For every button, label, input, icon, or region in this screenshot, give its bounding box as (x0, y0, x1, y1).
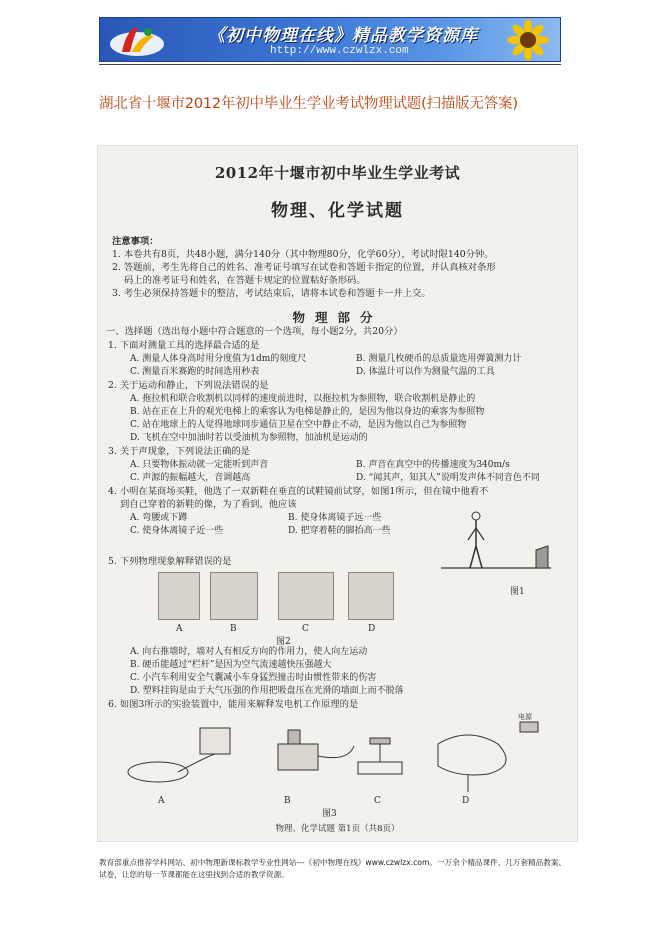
figure-label: B (230, 624, 237, 634)
figure-label: D (462, 796, 470, 806)
question-stem: 3. 关于声现象，下列说法正确的是 (108, 446, 250, 457)
option: D. “闻其声，知其人”说明发声体不同音色不同 (356, 473, 540, 483)
banner-url[interactable]: http://www.czwlzx.com (270, 45, 409, 57)
note-line: 3. 考生必须保持答题卡的整洁，考试结束后，请将本试卷和答题卡一并上交。 (112, 288, 431, 299)
option: B. 硬币能越过“栏杆”是因为空气流速越快压强越大 (130, 660, 332, 670)
option: C. 测量百米赛跑的时间选用秒表 (130, 367, 260, 377)
option: D. 塑料挂钩是由于大气压强的作用把吸盘压在光滑的墙面上而不脱落 (130, 686, 404, 696)
option: C. 声源的振幅越大，音调越高 (130, 473, 251, 483)
exam-title: 2012年十堰市初中毕业生学业考试 (214, 164, 461, 182)
figure-caption: 图2 (276, 637, 291, 647)
figure-2d-photo (348, 572, 394, 620)
figure-label: D (368, 624, 376, 634)
figure-caption: 图3 (322, 809, 337, 819)
figure-label: B (284, 796, 291, 806)
figure-3-apparatus (118, 716, 568, 798)
document-title: 湖北省十堰市2012年初中毕业生学业考试物理试题(扫描版无答案) (99, 96, 518, 112)
figure-label: C (374, 796, 381, 806)
option: A. 弯腰或下蹲 (130, 513, 188, 523)
option: D. 体温计可以作为测量气温的工具 (356, 367, 495, 377)
page-footer: 物理、化学试题 第1页（共8页） (275, 824, 400, 834)
option: C. 站在地球上的人觉得地球同步通信卫星在空中静止不动，是因为他以自己为参照物 (130, 420, 467, 430)
figure-label: A (176, 624, 183, 634)
scanned-exam-page (97, 145, 578, 842)
question-stem: 2. 关于运动和静止，下列说法错误的是 (108, 380, 269, 391)
section-heading: 物理部分 (292, 310, 383, 325)
figure-2c-photo (278, 572, 334, 620)
header-rule (99, 64, 561, 65)
note-line: 码上的准考证号和姓名，在答题卡规定的位置粘好条形码。 (124, 275, 366, 286)
figure-1-mirror-illustration (436, 506, 556, 578)
question-stem: 1. 下面对测量工具的选择最合适的是 (108, 340, 260, 351)
sunflower-icon (496, 20, 556, 62)
question-stem: 6. 如图3所示的实验装置中，能用来解释发电机工作原理的是 (108, 699, 359, 710)
site-logo-icon (108, 22, 166, 60)
question-stem: 4. 小明在某商场买鞋，他选了一双新鞋在垂直的试鞋镜前试穿，如图1所示，但在镜中他看不 (108, 486, 489, 497)
note-line: 2. 答题前，考生先将自己的姓名、准考证号填写在试卷和答题卡指定的位置，并认真核对条形 (112, 262, 496, 273)
option: D. 飞机在空中加油时若以受油机为参照物，加油机是运动的 (130, 433, 368, 443)
option: A. 测量人体身高时用分度值为1dm的刻度尺 (130, 354, 307, 364)
notes-heading: 注意事项： (112, 236, 159, 247)
figure-2a-photo (158, 572, 200, 620)
site-banner (99, 17, 561, 62)
banner-title: 《初中物理在线》精品教学资源库 (208, 26, 478, 46)
figure-label: A (158, 796, 165, 806)
figure-2b-photo (210, 572, 258, 620)
exam-subject: 物理、化学试题 (271, 201, 404, 221)
option: B. 声音在真空中的传播速度为340m/s (356, 460, 510, 470)
option: A. 拖拉机和联合收割机以同样的速度前进时，以拖拉机为参照物，联合收割机是静止的 (130, 394, 476, 404)
option: B. 测量几枚硬币的总质量选用弹簧测力计 (356, 354, 522, 364)
option: A. 向右推墙时，墙对人有相反方向的作用力，使人向左运动 (130, 647, 368, 657)
option: B. 站在正在上升的观光电梯上的乘客认为电梯是静止的，是因为他以身边的乘客为参照物 (130, 407, 485, 417)
question-stem: 到自己穿着的新鞋的像，为了看到，他应该 (120, 499, 297, 510)
option: B. 使身体离镜子远一些 (288, 513, 382, 523)
figure-label: C (302, 624, 309, 634)
option: C. 小汽车利用安全气囊减小车身猛烈撞击时由惯性带来的伤害 (130, 673, 377, 683)
site-promo-note: 教育部重点推荐学科网站、初中物理新课标教学专业性网站---《初中物理在线》www.czwlzx.com。一万余个精品课件、几万套精品教案、试卷，让您的每一节课都能在这里找到合适的教学资源。 (99, 858, 567, 879)
option: C. 使身体离镜子近一些 (130, 526, 224, 536)
part-heading: 一、选择题（选出每小题中符合题意的一个选项，每小题2分，共20分） (106, 326, 403, 337)
figure-caption: 图1 (510, 587, 525, 597)
note-line: 1. 本卷共有8页，共48小题，满分140分（其中物理80分，化学60分），考试时限140分钟。 (112, 249, 494, 260)
power-source-label: 电源 (518, 713, 532, 721)
option: D. 把穿着鞋的脚抬高一些 (288, 526, 391, 536)
question-stem: 5. 下列物理现象解释错误的是 (108, 556, 232, 567)
option: A. 只要物体振动就一定能听到声音 (130, 460, 269, 470)
